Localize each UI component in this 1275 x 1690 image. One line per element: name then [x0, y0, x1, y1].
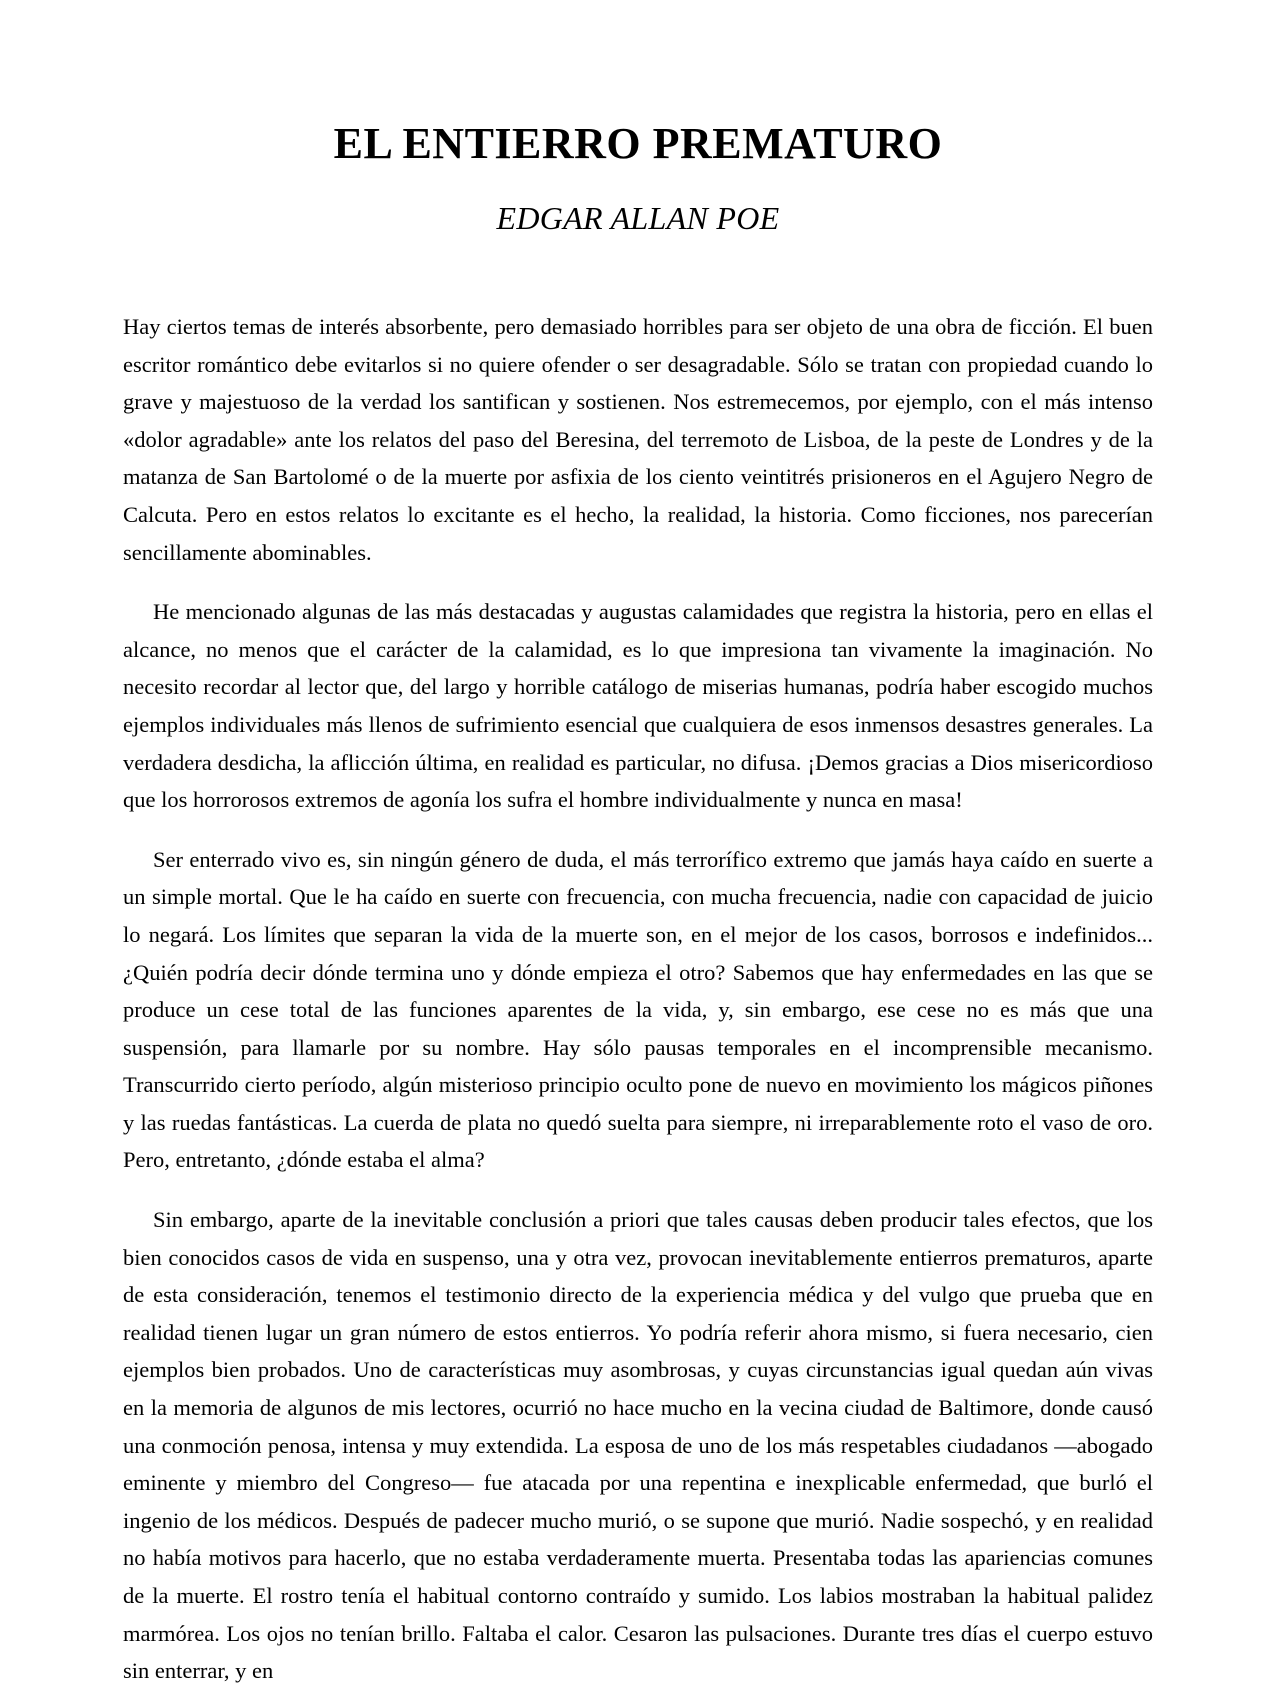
author-byline: EDGAR ALLAN POE — [496, 200, 780, 236]
paragraph-4: Sin embargo, aparte de la inevitable conclusión a priori que tales causas deben producir tales efectos, que los bien conocidos casos de vida en suspenso, una y otra vez, provocan inevitablemente entierros prematuros, aparte de esta consideración, tenemos el testimonio directo de la experiencia médica y del vulgo que prueba que en realidad tienen lugar un gran número de estos entierros. Yo podría referir ahora mismo, si fuera necesario, cien ejemplos bien probados. Uno de características muy asombrosas, y cuyas circunstancias igual quedan aún vivas en la memoria de algunos de mis lectores, ocurrió no hace mucho en la vecina ciudad de Baltimore, donde causó una conmoción penosa, intensa y muy extendida. La esposa de uno de los más respetables ciudadanos —abogado eminente y miembro del Congreso— fue atacada por una repentina e inexplicable enfermedad, que burló el ingenio de los médicos. Después de padecer mucho murió, o se supone que murió. Nadie sospechó, y en realidad no había motivos para hacerlo, que no estaba verdaderamente muerta. Presentaba todas las apariencias comunes de la muerte. El rostro tenía el habitual contorno contraído y sumido. Los labios mostraban la habitual palidez marmórea. Los ojos no tenían brillo. Faltaba el calor. Cesaron las pulsaciones. Durante tres días el cuerpo estuvo sin enterrar, y en — [123, 1207, 1153, 1684]
page-title: EL ENTIERRO PREMATURO — [333, 119, 943, 168]
paragraph-1: Hay ciertos temas de interés absorbente, pero demasiado horribles para ser objeto de una obra de ficción. El buen escritor romántico debe evitarlos si no quiere ofender o ser desagradable. Sólo se tratan con propiedad cuando lo grave y majestuoso de la verdad los santifican y sostienen. Nos estremecemos, por ejemplo, con el más intenso «dolor agradable» ante los relatos del paso del Beresina, del terremoto de Lisboa, de la peste de Londres y de la matanza de San Bartolomé o de la muerte por asfixia de los ciento veintitrés prisioneros en el Agujero Negro de Calcuta. Pero en estos relatos lo excitante es el hecho, la realidad, la historia. Como ficciones, nos parecerían sencillamente abominables. — [123, 314, 1153, 565]
body-text — [123, 308, 1153, 1690]
paragraph-3: Ser enterrado vivo es, sin ningún género de duda, el más terrorífico extremo que jamás haya caído en suerte a un simple mortal. Que le ha caído en suerte con frecuencia, con mucha frecuencia, nadie con capacidad de juicio lo negará. Los límites que separan la vida de la muerte son, en el mejor de los casos, borrosos e indefinidos... ¿Quién podría decir dónde termina uno y dónde empieza el otro? Sabemos que hay enfermedades en las que se produce un cese total de las funciones aparentes de la vida, y, sin embargo, ese cese no es más que una suspensión, para llamarle por su nombre. Hay sólo pausas temporales en el incomprensible mecanismo. Transcurrido cierto período, algún misterioso principio oculto pone de nuevo en movimiento los mágicos piñones y las ruedas fantásticas. La cuerda de plata no quedó suelta para siempre, ni irreparablemente roto el vaso de oro. Pero, entretanto, ¿dónde estaba el alma? — [123, 846, 1153, 1173]
paragraph-2: He mencionado algunas de las más destacadas y augustas calamidades que registra la historia, pero en ellas el alcance, no menos que el carácter de la calamidad, es lo que impresiona tan vivamente la imaginación. No necesito recordar al lector que, del largo y horrible catálogo de miserias humanas, podría haber escogido muchos ejemplos individuales más llenos de sufrimiento esencial que cualquiera de esos inmensos desastres generales. La verdadera desdicha, la aflicción última, en realidad es particular, no difusa. ¡Demos gracias a Dios misericordioso que los horrorosos extremos de agonía los sufra el hombre individualmente y nunca en masa! — [123, 599, 1153, 813]
